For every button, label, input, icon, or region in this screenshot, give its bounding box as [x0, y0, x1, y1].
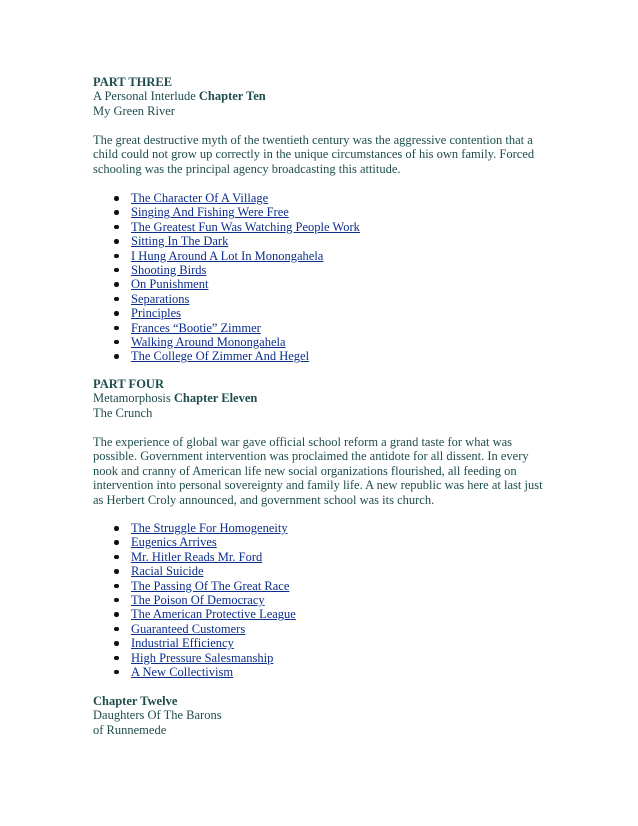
chapter-twelve-heading — [93, 694, 543, 737]
part-three-intro — [93, 133, 543, 176]
list-item — [93, 335, 543, 349]
chapter-twelve-title-line1: Daughters Of The Barons — [93, 708, 222, 723]
chapter-link[interactable]: The College Of Zimmer And Hegel — [131, 349, 310, 364]
list-item — [93, 521, 543, 535]
part-four-link-list — [93, 521, 543, 679]
part-three-link-list — [93, 191, 543, 364]
list-item — [93, 651, 543, 665]
chapter-link[interactable]: Guaranteed Customers — [131, 621, 246, 636]
list-item — [93, 564, 543, 578]
list-item — [93, 550, 543, 564]
chapter-link[interactable]: I Hung Around A Lot In Monongahela — [131, 248, 324, 263]
part-three-interlude: A Personal Interlude — [93, 89, 196, 104]
part-three-chapter-line — [93, 89, 543, 103]
part-three-heading — [93, 75, 543, 118]
chapter-link[interactable]: The Passing Of The Great Race — [131, 578, 290, 593]
chapter-link[interactable]: Shooting Birds — [131, 262, 207, 277]
chapter-eleven-title: The Crunch — [93, 405, 153, 420]
list-item — [93, 234, 543, 248]
chapter-twelve-title-line2: of Runnemede — [93, 722, 167, 737]
list-item — [93, 249, 543, 263]
chapter-ten-label: Chapter Ten — [198, 89, 266, 104]
chapter-link[interactable]: Walking Around Monongahela — [131, 334, 286, 349]
list-item — [93, 622, 543, 636]
chapter-link[interactable]: On Punishment — [131, 277, 209, 292]
chapter-link[interactable]: Mr. Hitler Reads Mr. Ford — [131, 549, 263, 564]
part-four-subtitle: Metamorphosis — [93, 391, 171, 406]
list-item — [93, 277, 543, 291]
chapter-link[interactable]: Singing And Fishing Were Free — [131, 205, 289, 220]
chapter-link[interactable]: Eugenics Arrives — [131, 535, 217, 550]
chapter-link[interactable]: The American Protective League — [131, 607, 296, 622]
chapter-link[interactable]: Separations — [131, 291, 190, 306]
part-four-paragraph: The experience of global war gave official school reform a grand taste for what was possible. Government intervention was proclaimed the antidote for all dissent. In every nook and cranny of American life new social organizations flourished, all feeding on intervention into personal sovereignty and family life. A new republic was here at last just as Herbert Croly announced, and government school was its church. — [93, 435, 543, 507]
list-item — [93, 535, 543, 549]
chapter-link[interactable]: Frances “Bootie” Zimmer — [131, 320, 261, 335]
list-item — [93, 191, 543, 205]
chapter-eleven-label: Chapter Eleven — [173, 391, 258, 406]
chapter-link[interactable]: The Struggle For Homogeneity — [131, 521, 288, 535]
list-item — [93, 205, 543, 219]
list-item — [93, 593, 543, 607]
chapter-link[interactable]: A New Collectivism — [131, 664, 234, 679]
part-four-chapter-line — [93, 391, 543, 405]
list-item — [93, 636, 543, 650]
chapter-link[interactable]: Racial Suicide — [131, 564, 204, 579]
chapter-twelve-label: Chapter Twelve — [93, 694, 178, 708]
list-item — [93, 607, 543, 621]
list-item — [93, 306, 543, 320]
chapter-link[interactable]: The Poison Of Democracy — [131, 592, 265, 607]
list-item — [93, 292, 543, 306]
chapter-link[interactable]: Principles — [131, 306, 181, 321]
part-four-label: PART FOUR — [93, 377, 164, 391]
list-item — [93, 321, 543, 335]
chapter-link[interactable]: Sitting In The Dark — [131, 234, 229, 249]
list-item — [93, 263, 543, 277]
list-item — [93, 665, 543, 679]
part-four-heading — [93, 377, 543, 420]
chapter-link[interactable]: The Greatest Fun Was Watching People Work — [131, 219, 360, 234]
chapter-link[interactable]: Industrial Efficiency — [131, 636, 234, 651]
chapter-link[interactable]: High Pressure Salesmanship — [131, 650, 274, 665]
part-three-label: PART THREE — [93, 75, 173, 89]
part-four-intro — [93, 435, 543, 507]
chapter-link[interactable]: The Character Of A Village — [131, 191, 269, 205]
part-three-paragraph: The great destructive myth of the twentieth century was the aggressive contention that a child could not grow up correctly in the unique circumstances of his own family. Forced schooling was the principal agency broadcasting this attitude. — [93, 133, 535, 176]
list-item — [93, 220, 543, 234]
list-item — [93, 349, 543, 363]
chapter-ten-title: My Green River — [93, 103, 175, 118]
list-item — [93, 579, 543, 593]
